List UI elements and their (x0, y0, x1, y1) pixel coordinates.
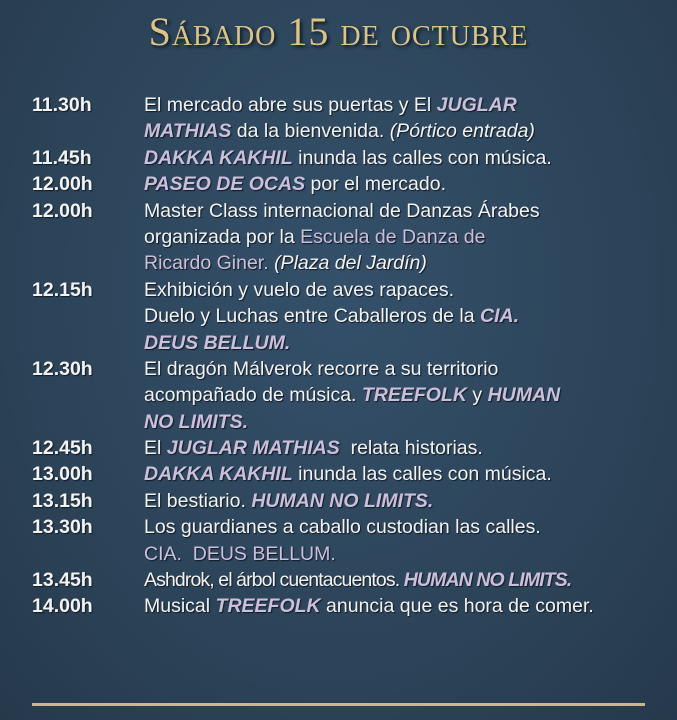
entry-description (142, 277, 454, 303)
entry-time (0, 250, 142, 276)
highlighted-name: HUMAN NO LIMITS. (403, 569, 572, 592)
highlighted-name: Escuela de Danza de (300, 225, 486, 248)
text-segment: Musical (144, 595, 216, 618)
text-segment: por el mercado. (305, 173, 446, 196)
entry-description (142, 250, 427, 276)
highlighted-name: DAKKA KAKHIL (144, 463, 293, 486)
text-segment: El mercado abre sus puertas y El (144, 94, 437, 116)
text-segment: Exhibición y vuelo de aves rapaces. (144, 278, 455, 301)
entry-description (142, 171, 446, 197)
schedule-entry (0, 461, 677, 487)
schedule-entry (0, 198, 677, 224)
entry-description (142, 198, 540, 224)
schedule-entry (0, 356, 677, 382)
highlighted-name: DEUS BELLUM. (144, 331, 291, 354)
entry-time (0, 382, 142, 408)
entry-description (142, 541, 336, 567)
text-segment: Ashdrok, el árbol cuentacuentos. (144, 569, 404, 592)
text-segment: (Plaza del Jardín) (274, 252, 427, 275)
entry-time (0, 118, 142, 144)
schedule-entry (0, 593, 677, 619)
text-segment: inunda las calles con música. (292, 146, 552, 169)
entry-time: 12.00h (32, 173, 93, 196)
entry-time: 13.15h (32, 489, 93, 512)
text-segment: y (466, 384, 488, 407)
highlighted-name: DAKKA KAKHIL (144, 146, 293, 169)
highlighted-name: JUGLAR (436, 94, 517, 116)
highlighted-name: MATHIAS (144, 120, 232, 143)
entry-time: 12.45h (32, 437, 93, 460)
schedule-entry (0, 488, 677, 514)
highlighted-name: Ricardo Giner. (144, 252, 269, 275)
text-segment: (Pórtico entrada) (389, 120, 535, 143)
entry-description (142, 514, 541, 540)
schedule-entry-continuation (0, 382, 677, 408)
entry-description (142, 303, 519, 329)
entry-description (142, 382, 560, 408)
entry-description (142, 92, 517, 118)
entry-time: 12.15h (32, 278, 93, 301)
entry-time (0, 541, 142, 567)
schedule-entry-continuation (0, 118, 677, 144)
entry-time: 12.30h (32, 357, 93, 380)
entry-time (0, 330, 142, 356)
entry-description (142, 593, 594, 619)
entry-time: 11.30h (32, 94, 92, 116)
entry-description (142, 567, 571, 593)
highlighted-name: CIA. (480, 305, 520, 328)
schedule-entry (0, 277, 677, 303)
page-title: Sábado 15 de octubre (148, 9, 529, 54)
highlighted-name: TREEFOLK (215, 595, 321, 618)
schedule-entry-continuation (0, 224, 677, 250)
text-segment: acompañado de música. (144, 384, 362, 407)
highlighted-name: TREEFOLK (361, 384, 467, 407)
entry-description (142, 145, 552, 171)
entry-time: 13.00h (32, 463, 93, 486)
highlighted-name: HUMAN NO LIMITS. (251, 489, 434, 512)
divider (32, 703, 645, 706)
entry-description (142, 488, 433, 514)
highlighted-name: HUMAN (487, 384, 561, 407)
schedule-entry (0, 435, 677, 461)
text-segment: Duelo y Luchas entre Caballeros de la (144, 305, 481, 328)
entry-time: 12.00h (32, 199, 93, 222)
entry-description (142, 330, 290, 356)
highlighted-name: JUGLAR MATHIAS (166, 437, 340, 460)
entry-time (0, 409, 142, 435)
entry-description (142, 356, 498, 382)
schedule-entry (0, 145, 677, 171)
entry-time: 13.30h (32, 516, 93, 539)
text-segment: anuncia que es hora de comer. (320, 595, 594, 618)
schedule-entry-continuation (0, 330, 677, 356)
text-segment: organizada por la (144, 225, 301, 248)
entry-description (142, 224, 485, 250)
entry-time: 13.45h (32, 569, 93, 592)
schedule-entry-continuation (0, 250, 677, 276)
highlighted-name: CIA. DEUS BELLUM. (144, 542, 336, 565)
entry-description (142, 435, 483, 461)
schedule-entry (0, 567, 677, 593)
entry-description (142, 118, 535, 144)
text-segment: da la bienvenida. (231, 120, 390, 143)
text-segment: relata historias. (339, 437, 483, 460)
text-segment: inunda las calles con música. (292, 463, 552, 486)
entry-description (142, 461, 552, 487)
entry-time: 14.00h (32, 595, 93, 618)
schedule-entry (0, 171, 677, 197)
schedule-entry-continuation (0, 303, 677, 329)
schedule-entry-continuation (0, 409, 677, 435)
text-segment: El (144, 437, 167, 460)
schedule-entry (0, 514, 677, 540)
entry-time: 11.45h (32, 146, 92, 169)
schedule-entry-continuation (0, 541, 677, 567)
entry-description (142, 409, 248, 435)
text-segment: Los guardianes a caballo custodian las calles. (144, 516, 541, 539)
entry-time (0, 224, 142, 250)
highlighted-name: PASEO DE OCAS (144, 173, 306, 196)
schedule-entry (0, 92, 677, 118)
text-segment: El bestiario. (144, 489, 252, 512)
schedule (0, 92, 677, 620)
highlighted-name: NO LIMITS. (144, 410, 248, 433)
text-segment: El dragón Málverok recorre a su territorio (144, 357, 499, 380)
text-segment: Master Class internacional de Danzas Árabes (144, 199, 540, 222)
entry-time (0, 303, 142, 329)
